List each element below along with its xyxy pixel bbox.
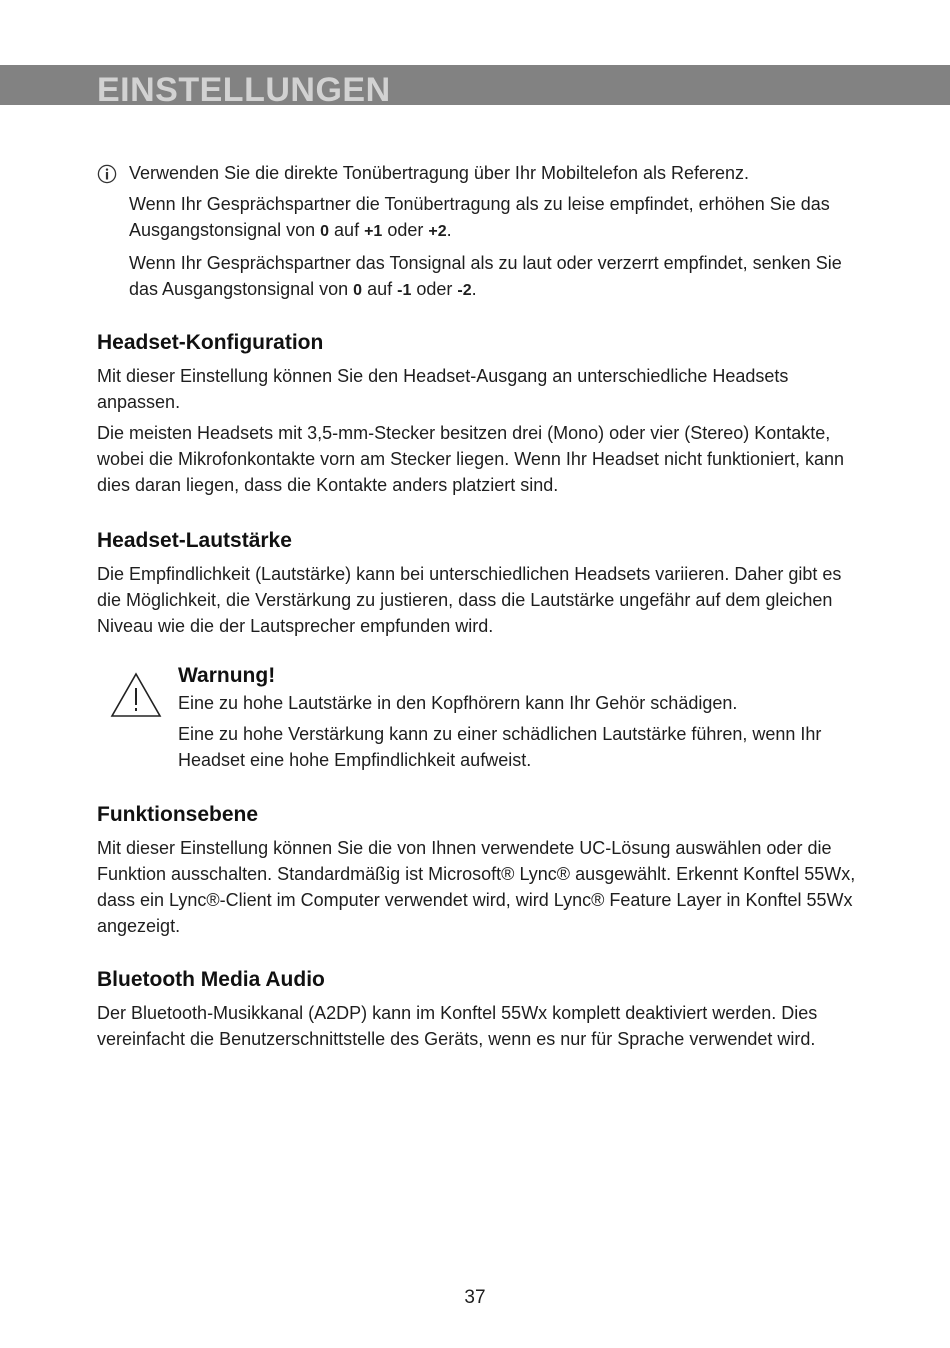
- warning-paragraph: Eine zu hohe Lautstärke in den Kopfhörern kann Ihr Gehör schädigen.: [178, 693, 738, 713]
- section-paragraph: Mit dieser Einstellung können Sie die von Ihnen verwendete UC-Lösung auswählen oder die Funktion ausschalten. Standardmäßig ist Microsoft® Lync® ausgewählt. Erkennt Konftel 55Wx, dass ein Lync®-Client im Computer verwendet wird, wird Lync® Feature Layer in Konftel 55Wx angezeigt.: [97, 838, 856, 936]
- info-note: [97, 160, 857, 309]
- warning-heading: Warnung!: [178, 664, 276, 687]
- info-icon: [97, 164, 117, 184]
- warning-note: [110, 662, 850, 778]
- section-heading: Funktionsebene: [97, 803, 259, 826]
- section-function-layer: [97, 801, 857, 944]
- section-heading: Headset-Lautstärke: [97, 529, 292, 552]
- section-heading: Bluetooth Media Audio: [97, 968, 325, 991]
- section-heading: Headset-Konfiguration: [97, 331, 324, 354]
- warning-paragraph: Eine zu hohe Verstärkung kann zu einer schädlichen Lautstärke führen, wenn Ihr Headset eine hohe Empfindlichkeit aufweist.: [178, 724, 822, 770]
- section-headset-configuration: [97, 329, 857, 503]
- page-number: 37: [464, 1287, 486, 1308]
- section-paragraph: Mit dieser Einstellung können Sie den Headset-Ausgang an unterschiedliche Headsets anpassen.: [97, 366, 789, 412]
- section-paragraph: Die Empfindlichkeit (Lautstärke) kann bei unterschiedlichen Headsets variieren. Daher gibt es die Möglichkeit, die Verstärkung zu justieren, dass die Lautstärke ungefähr auf dem gleichen Niveau wie die der Lautsprecher empfunden wird.: [97, 564, 842, 636]
- page-title: EINSTELLUNGEN: [97, 71, 391, 109]
- section-paragraph: Der Bluetooth-Musikkanal (A2DP) kann im Konftel 55Wx komplett deaktiviert werden. Dies vereinfacht die Benutzerschnittstelle des Geräts, wenn es nur für Sprache verwendet wird.: [97, 1003, 818, 1049]
- section-bluetooth-media-audio: [97, 966, 857, 1057]
- section-paragraph: Die meisten Headsets mit 3,5-mm-Stecker besitzen drei (Mono) oder vier (Stereo) Kontakte, wobei die Mikrofonkontakte vorn am Stecker liegen. Wenn Ihr Headset nicht funktioniert, kann dies daran liegen, dass die Kontakte anders platziert sind.: [97, 423, 845, 495]
- info-line-1: Verwenden Sie die direkte Tonübertragung über Ihr Mobiltelefon als Referenz.: [129, 163, 750, 183]
- section-headset-volume: [97, 527, 857, 644]
- warning-triangle-icon: [110, 672, 162, 718]
- info-paragraph-3: Wenn Ihr Gesprächspartner das Tonsignal als zu laut oder verzerrt empfindet, senken Sie das Ausgangstonsignal von 0 auf -1 oder -2.: [129, 253, 842, 299]
- info-paragraph-2: Wenn Ihr Gesprächspartner die Tonübertragung als zu leise empfindet, erhöhen Sie das Ausgangstonsignal von 0 auf +1 oder +2.: [129, 194, 830, 240]
